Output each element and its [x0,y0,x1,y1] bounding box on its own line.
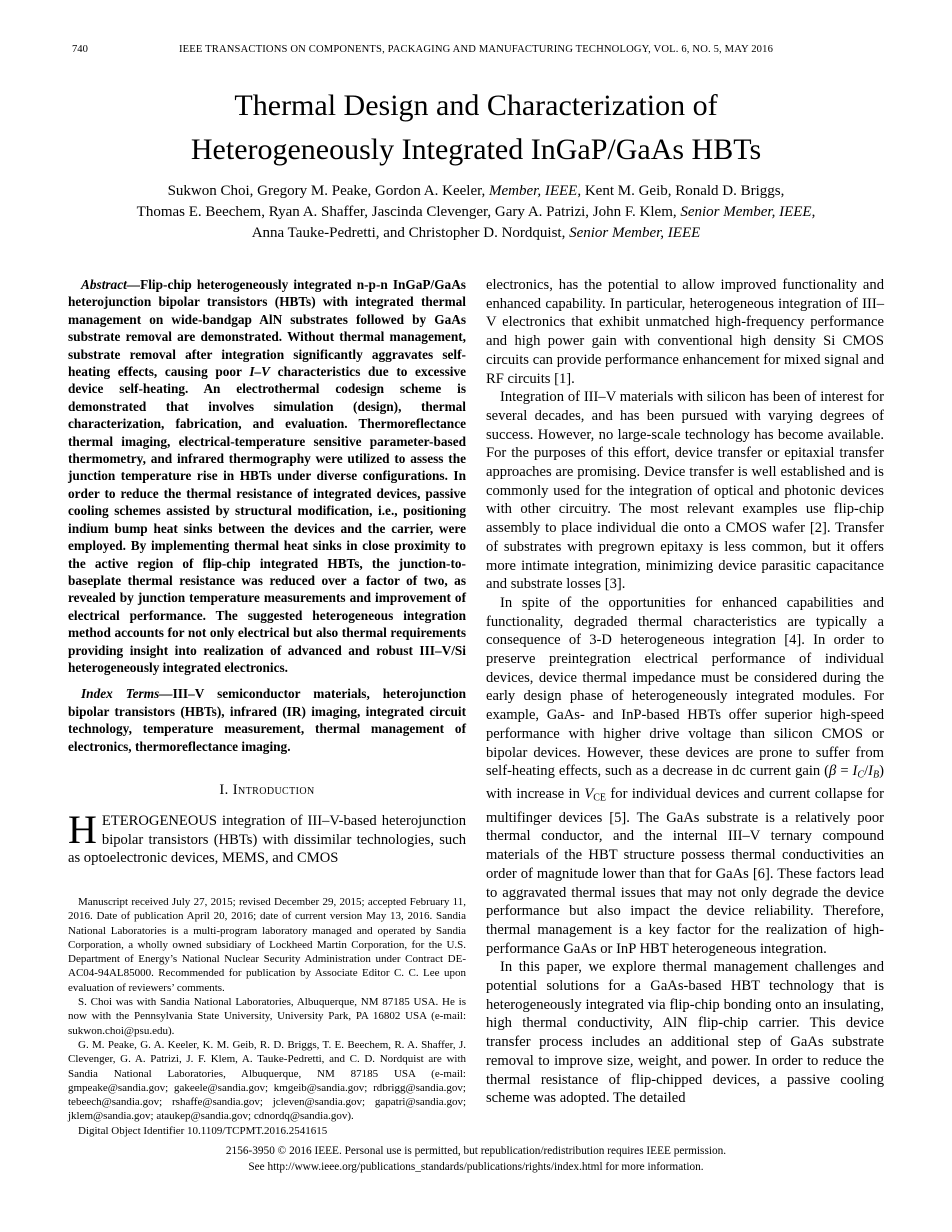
membership-label: Senior Member, IEEE [569,224,701,241]
running-header [68,44,884,55]
paper-title [0,84,952,172]
right-column [486,276,884,1138]
footnote-manuscript-history: Manuscript received July 27, 2015; revised December 29, 2015; accepted February 11, 2016. Date of publication April 20, 2016; date of current version May 13, 2016. Sandia National Laboratories is a multi-program laboratory managed and operated by Sandia Corporation, a wholly owned subsidiary of Lockheed Martin Corporation, for the U.S. Department of Energy’s National Nuclear Security Administration under Contract DE-AC04-94AL85000. Recommended for publication by Associate Editor C. C. Lee upon evaluation of reviewers’ comments. [68,895,466,994]
intro-text: ETEROGENEOUS integration of III–V-based heterojunction bipolar transistors (HBTs) with dissimilar technologies, such as optoelectronic devices, MEMS, and CMOS [68,812,466,867]
left-column [68,276,466,1138]
doi-line: Digital Object Identifier 10.1109/TCPMT.2016.2541615 [78,1124,328,1137]
body-text: for individual devices and current collapse for multifinger devices [5]. The GaAs substrate is a relatively poor thermal conductor, and the internal III–V ternary compound materials of the HBT structure possess thermal conductivities an order of magnitude lower than that for GaAs [6]. These factors lead to aggravated thermal issues that may not only degrade the device performance but also impact the device reliability. Therefore, thermal management is a key factor for the realization of high-performance GaAs or InP HBT heterogeneous integration. [486,786,884,957]
author-line-1 [0,181,952,202]
collector-subscript: C [857,769,865,781]
membership-label: Senior Member, IEEE [680,203,812,220]
author-names: , Kent M. Geib, Ronald D. Briggs, [577,183,785,199]
body-paragraph-4: In this paper, we explore thermal management challenges and potential solutions for a GaAs-based HBT technology that is heterogeneously integrated via flip-chip bonding onto an insulating, high thermal conductivity, AlN flip-chip carrier. This device transfer process includes an additional step of GaAs substrate removal to improve size, weight, and power. In order to reduce the thermal resistance of flip-chipped devices, a passive cooling scheme was adopted. The detailed [486,959,884,1107]
body-text: ) with increase in [486,763,884,803]
two-column-body [68,276,884,1138]
abstract-text: characteristics due to excessive device self-heating. An electrothermal codesign scheme is demonstrated that involves simulation (design), thermal characterization, fabrication, and evaluation. Thermoreflectance thermal imaging, electrical-temperature sensitive parameter-based thermometry, and infrared thermography were utilized to assess the junction temperature rise in HBTs under diverse configurations. In order to reduce the thermal resistance of integrated devices, passive cooling schemes assisted by structural modification, i.e., positioning indium bump heat sinks between the devices and the carrier, were employed. By implementing thermal heat sinks in close proximity to the active region of flip-chip integrated HBTs, the junction-to-baseplate thermal resistance was reduced over a factor of two, as revealed by junction temperature measurements and improvement of electrical performance. The suggested heterogeneous integration method accounts for not only electrical but also thermal requirements providing insight into realization of advanced and robust III–V/Si heterogeneously integrated electronics. [68,364,466,675]
slash: / [864,763,869,780]
drop-cap: H [68,806,97,852]
author-line-2 [0,202,952,223]
author-line-3 [0,223,952,244]
vce-subscript: CE [593,792,607,804]
membership-label: Member, IEEE [489,183,578,199]
title-line-2: Heterogeneously Integrated InGaP/GaAs HBTs [190,133,762,166]
abstract-paragraph [68,276,466,676]
permissions-line: See http://www.ieee.org/publications_standards/publications/rights/index.html for more information. [248,1160,704,1173]
body-paragraph-1: electronics, has the potential to allow improved functionality and enhanced capability. In particular, heterogeneous integration of III–V electronics that exhibit unmatched high-frequency performance and high power gain with conventional high density Si CMOS circuits can provide performance enhancement for mixed signal and RF circuits [1]. [486,277,884,387]
collector-current-variable: I [852,763,858,780]
index-terms-text: III–V semiconductor materials, heterojunction bipolar transistors (HBTs), infrared (IR) imaging, integrated circuit technology, temperature measurement, thermal management of electronics, thermoreflectance imaging. [68,686,466,754]
intro-paragraph [68,806,466,868]
footnote-author-choi-affiliation: S. Choi was with Sandia National Laboratories, Albuquerque, NM 87185 USA. He is now with the Pennsylvania State University, University Park, PA 16802 USA (e-mail: sukwon.choi@psu.edu). [68,996,466,1037]
first-page-footnotes [68,895,466,1138]
body-paragraph-2: Integration of III–V materials with silicon has been of interest for several decades, and has been pursued with varying degrees of success. However, no large-scale technology has become available. For the purposes of this effort, device transfer or epitaxial transfer approaches are promising. Device transfer is well established and is commonly used for the integration of optical and photonic devices with other circuitry. The most relevant examples use flip-chip assembly to place individual die onto a CMOS wafer [2]. Transfer of substrates with pregrown epitaxy is less common, but it offers more intimate integration, minimizing device parasitic capacitance and substrate losses [3]. [486,389,884,593]
footnote-sandia-authors-affiliation: G. M. Peake, G. A. Keeler, K. M. Geib, R. D. Briggs, T. E. Beechem, R. A. Shaffer, J. Clevenger, G. A. Patrizi, J. F. Klem, A. Tauke-Pedretti, and C. D. Nordquist are with Sandia National Laboratories, Albuquerque, NM 87185 USA (e-mail: gmpeake@sandia.gov; gakeele@sandia.gov; kmgeib@sandia.gov; rdbrigg@sandia.gov; tebeech@sandia.gov; rshaffe@sandia.gov; jcleven@sandia.gov; gapatri@sandia.gov; jklem@sandia.gov; ataukep@sandia.gov; cdnordq@sandia.gov). [68,1038,466,1123]
author-names: Anna Tauke-Pedretti, and Christopher D. Nordquist, [251,224,570,241]
equals-sign: = [836,763,853,780]
section-number: I. [219,781,233,798]
base-subscript: B [873,769,880,781]
author-names: Thomas E. Beechem, Ryan A. Shaffer, Jascinda Clevenger, Gary A. Patrizi, John F. Klem, [136,203,681,220]
vce-variable: V [584,786,594,803]
iv-variable: I–V [249,364,271,380]
index-terms-paragraph [68,685,466,755]
beta-symbol: β [829,763,837,780]
journal-title: IEEE TRANSACTIONS ON COMPONENTS, PACKAGING AND MANUFACTURING TECHNOLOGY, VOL. 6, NO. 5, MAY 2016 [178,44,774,55]
section-heading-introduction [68,782,466,799]
abstract-text: Flip-chip heterogeneously integrated n-p-n InGaP/GaAs heterojunction bipolar transistors (HBTs) with integrated thermal management on wide-bandgap AlN substrates followed by GaAs substrate removal are demonstrated. Without thermal management, substrate removal after integration significantly aggravates self-heating effects, causing poor [68,277,466,380]
index-terms-label: Index Terms— [81,686,173,702]
page-number: 740 [72,44,88,55]
body-paragraph-3 [486,594,884,958]
copyright-line: 2156-3950 © 2016 IEEE. Personal use is permitted, but republication/redistribution requires IEEE permission. [225,1145,727,1157]
author-names: Sukwon Choi, Gregory M. Peake, Gordon A. Keeler, [167,183,490,199]
body-text: In spite of the opportunities for enhanced capabilities and functionality, degraded thermal characteristics are typically a consequence of 3-D heterogeneous integration [4]. In order to preserve preintegration electrical performance of individual devices, device thermal impedance must be considered during the early design phase of heterogeneously integrated modules. For example, GaAs- and InP-based HBTs offer superior high-speed performance with higher drive voltage than silicon CMOS or bipolar devices. However, these devices are prone to suffer from self-heating effects, such as a decrease in dc current gain ( [486,594,884,780]
base-current-variable: I [868,763,874,780]
abstract-label: Abstract— [81,277,141,292]
title-line-1: Thermal Design and Characterization of [234,89,718,122]
author-list [0,181,952,243]
copyright-footer [0,1144,952,1175]
author-names: , [811,203,816,220]
section-title: Introduction [232,781,315,798]
